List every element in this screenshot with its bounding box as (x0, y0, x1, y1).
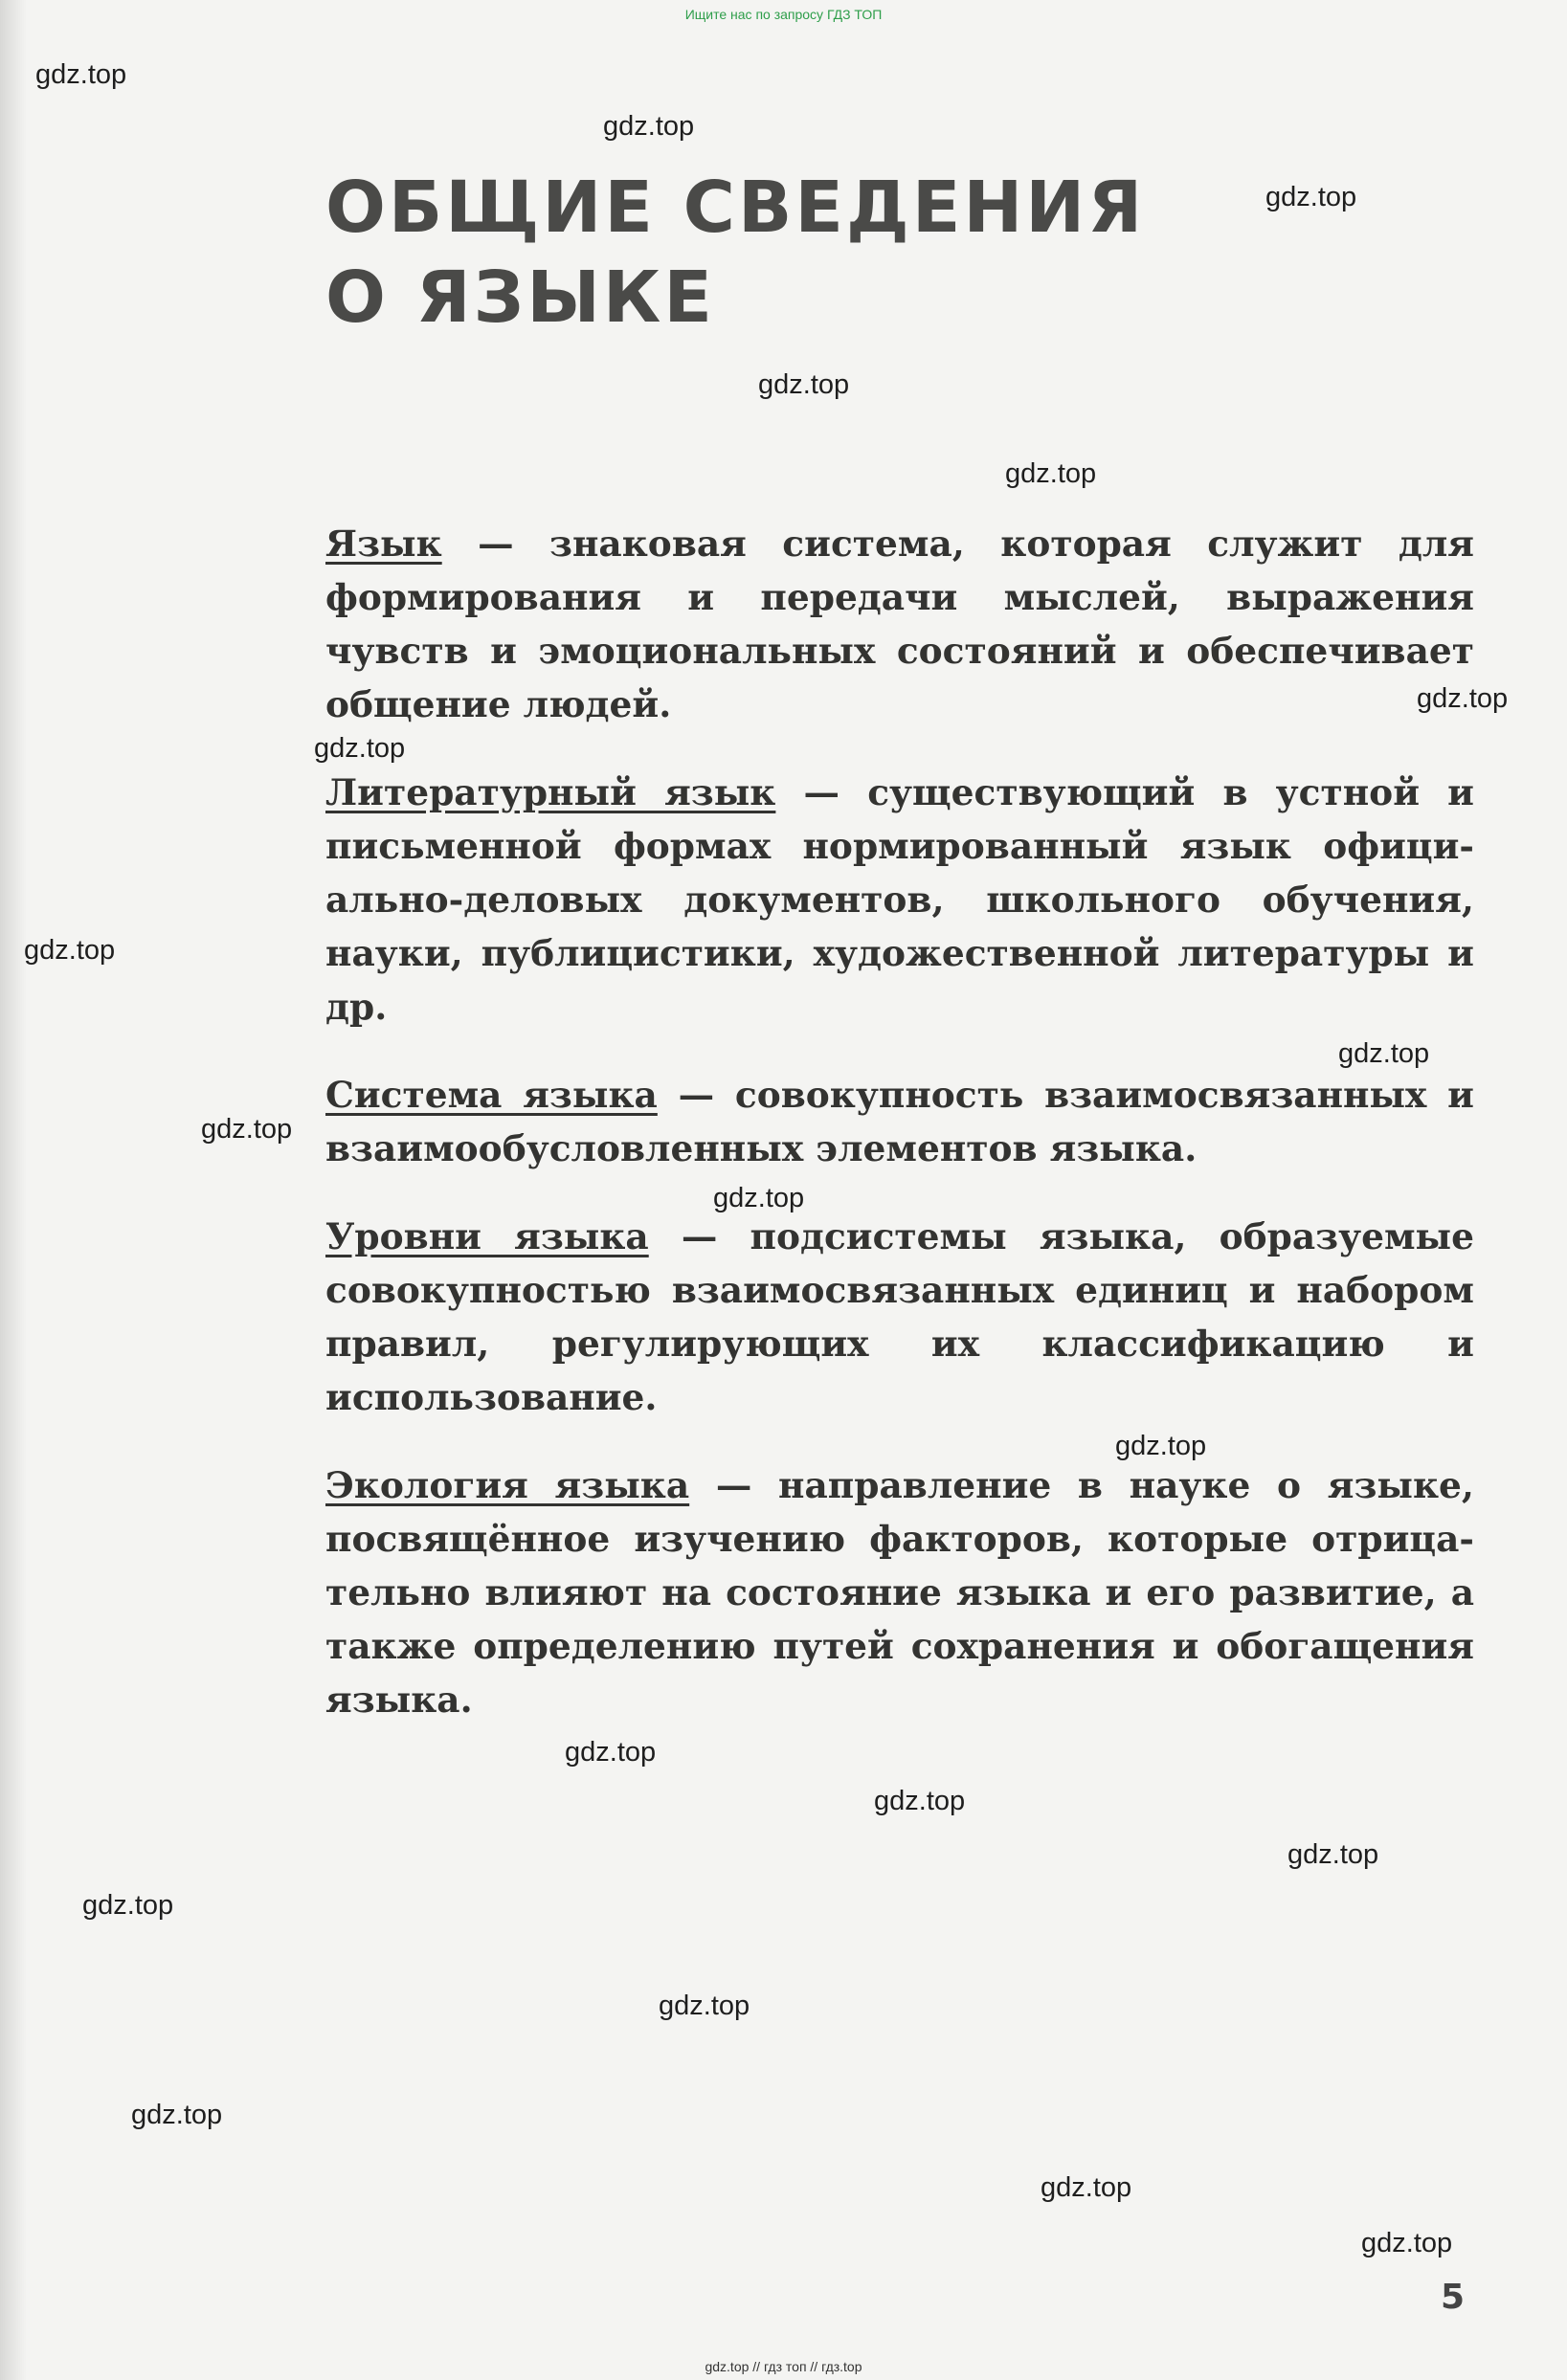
page-edge-shadow (0, 0, 27, 2380)
watermark: gdz.top (603, 111, 695, 142)
definition-language-ecology (325, 1458, 1474, 1726)
definition-language-levels (325, 1210, 1474, 1424)
watermark: gdz.top (131, 2100, 223, 2130)
term: Литературный язык (325, 771, 776, 813)
watermark: gdz.top (758, 369, 850, 400)
watermark: gdz.top (565, 1737, 657, 1768)
watermark: gdz.top (713, 1183, 805, 1213)
watermark: gdz.top (1287, 1839, 1379, 1870)
watermark: gdz.top (1361, 2228, 1453, 2258)
watermark: gdz.top (1041, 2172, 1132, 2203)
term: Язык (325, 523, 442, 565)
watermark: gdz.top (1005, 458, 1097, 489)
definition-text: — совокупность взаимосвязанных и взаимообусловленных элементов языка. (325, 1074, 1474, 1169)
watermark: gdz.top (35, 59, 127, 90)
watermark: gdz.top (1338, 1038, 1430, 1069)
watermark: gdz.top (1417, 683, 1509, 714)
top-note: Ищите нас по запросу ГДЗ ТОП (684, 7, 883, 22)
page-number: 5 (1441, 2278, 1466, 2317)
watermark: gdz.top (24, 935, 116, 966)
page-title (325, 163, 1145, 343)
definition-text: — существующий в устной и письменной формах нормированный язык официально-деловых документов, школьного обучения, науки, публицистики, художественной литературы и др. (325, 771, 1474, 1028)
watermark: gdz.top (1265, 182, 1357, 212)
bottom-note: gdz.top // гдз топ // гдз.top (705, 2359, 862, 2374)
watermark: gdz.top (659, 1991, 750, 2021)
definition-language (325, 517, 1474, 731)
title-line-1: ОБЩИЕ СВЕДЕНИЯ (325, 167, 1146, 249)
definitions-list (325, 517, 1474, 1761)
watermark: gdz.top (201, 1114, 293, 1145)
term: Экология языка (325, 1464, 690, 1506)
title-line-2: О ЯЗЫКЕ (325, 256, 715, 339)
watermark: gdz.top (874, 1786, 966, 1816)
watermark: gdz.top (314, 733, 406, 764)
definition-text: — знаковая система, которая служит для формирования и передачи мыслей, выражения чувств и эмоциональных состояний и обеспечивает общение людей. (325, 523, 1474, 725)
watermark: gdz.top (82, 1890, 174, 1921)
term: Система языка (325, 1074, 658, 1116)
watermark: gdz.top (1115, 1431, 1207, 1461)
definition-text: — направление в науке о языке, посвящённое изучению факторов, которые отрицательно влияют на состояние языка и его развитие, а также определению путей сохранения и обогащения языка. (325, 1464, 1474, 1721)
definition-language-system (325, 1068, 1474, 1175)
term: Уровни языка (325, 1215, 649, 1257)
definition-text: — подсистемы языка, образуемые совокупностью взаимосвязанных единиц и набором правил, регулирующих их классификацию и использование. (325, 1215, 1474, 1418)
definition-literary-language (325, 766, 1474, 1034)
